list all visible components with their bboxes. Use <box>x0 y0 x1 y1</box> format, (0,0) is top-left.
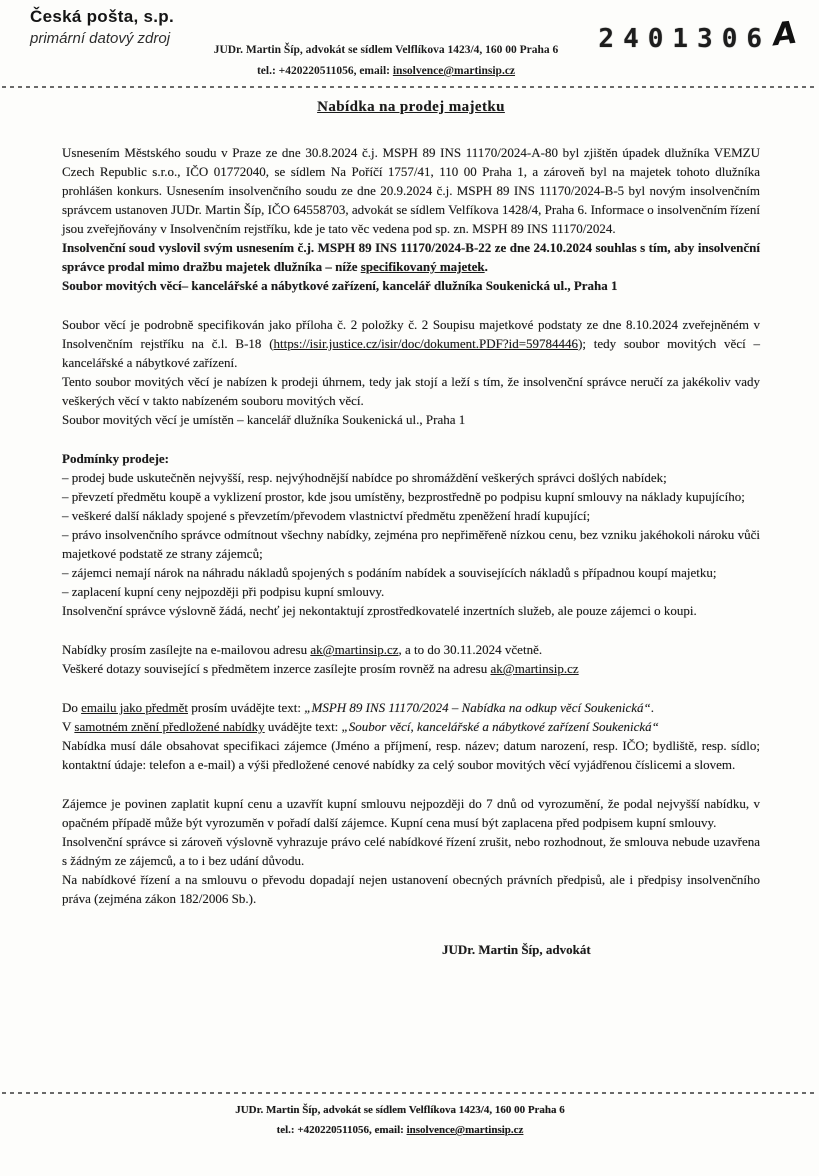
footer-address-line: JUDr. Martin Šíp, advokát se sídlem Velflíkova 1423/4, 160 00 Praha 6 <box>235 1104 565 1116</box>
paragraph-court-approval <box>62 238 760 276</box>
paragraph-applicable-law: Na nabídkové řízení a na smlouvu o převodu dopadají nejen ustanovení obecných právních předpisů, ale i předpisy insolvenčního práva (zejména zákon 182/2006 Sb.). <box>62 872 760 906</box>
condition-item-2: – převzetí předmětu koupě a vyklizení prostor, kde jsou umístěny, bezprostředně po podpisu kupní smlouvy na náklady kupujícího; <box>62 489 745 504</box>
offer-wording-v: V <box>62 719 75 734</box>
condition-item-1: – prodej bude uskutečněn nejvyšší, resp. nejvýhodnější nabídce po shromáždění veškerých správci došlých nabídek; <box>62 470 667 485</box>
contact-address-line: JUDr. Martin Šíp, advokát se sídlem Velflíkova 1423/4, 160 00 Praha 6 <box>213 44 559 56</box>
email-subject-do: Do <box>62 700 82 715</box>
offer-wording-underlined: samotném znění předložené nabídky <box>74 719 265 734</box>
footer-email-link[interactable]: insolvence@martinsip.cz <box>406 1124 524 1136</box>
paragraph-right-to-cancel: Insolvenční správce si zároveň výslovně vyhrazuje právo celé nabídkové řízení zrušit, nebo rozhodnout, že smlouva nebude uzavřena s žádným ze zájemců, a to i bez udání důvodu. <box>62 834 760 868</box>
paragraph-insolvency-ruling: Usnesením Městského soudu v Praze ze dne 30.8.2024 č.j. MSPH 89 INS 11170/2024-A-80 byl zjištěn úpadek dlužníka VEMZU Czech Republic s.r.o., IČO 01772040, se sídlem Na Poříčí 1757/41, 110 00 Praha 1, a zároveň byl na majetek tohoto dlužníka prohlášen konkurs. Usnesením insolvenčního soudu ze dne 20.9.2024 č.j. MSPH 89 INS 11170/2024-B-5 byl novým insolvenčním správcem ustanoven JUDr. Martin Šíp, IČO 64558703, advokát se sídlem Velfíkova 1428/4, Praha 6. Informace o insolvenčním řízení jsou zveřejňovány v Insolvenčním rejstříku, kde je tato věc vedena pod sp. zn. MSPH 89 INS 11170/2024. <box>62 145 760 236</box>
letterhead-contact <box>0 40 772 82</box>
paragraph-payment-deadline: Zájemce je povinen zaplatit kupní cenu a uzavřít kupní smlouvu nejpozději do 7 dnů od vyrozumění, že podal nejvyšší nabídku, v opačném případě může být vyrozuměn v pořadí další zájemce. Kupní cena musí být zaplacena před podpisem kupní smlouvy. <box>62 796 760 830</box>
court-approval-underlined: specifikovaný majetek <box>360 259 485 274</box>
condition-item-5: – zájemci nemají nárok na náhradu nákladů spojených s podáním nabídek a souvisejících nákladů s případnou koupí majetku; <box>62 565 717 580</box>
org-subtitle: primární datový zdroj <box>30 30 171 47</box>
document-body <box>62 98 760 959</box>
paragraph-offer-wording <box>62 717 760 736</box>
email-subject-block <box>62 698 760 736</box>
sale-conditions-block <box>62 449 760 601</box>
isir-document-link[interactable]: https://isir.justice.cz/isir/doc/dokument.PDF?id=59784446 <box>273 336 579 351</box>
court-approval-period: . <box>484 259 488 274</box>
condition-item-6: – zaplacení kupní ceny nejpozději při podpisu kupní smlouvy. <box>62 584 385 599</box>
dashed-separator-bottom <box>2 1092 817 1094</box>
paragraph-asset-specification <box>62 315 760 372</box>
questions-email-link[interactable]: ak@martinsip.cz <box>490 661 579 676</box>
email-subject-mid: prosím uvádějte text: <box>188 700 305 715</box>
asset-spec-prefix: Soubor věcí je podrobně specifikován jako příloha č. 2 položky č. 2 Soupisu majetkové podstaty ze dne 8.10.2024 zveřejněném v Insolvenčním rejstříku na č.l. B-18 ( <box>62 317 760 351</box>
document-title: Nabídka na prodej majetku <box>317 99 505 115</box>
paragraph-offers-email <box>62 640 760 659</box>
footer-phone-email-line <box>0 1120 800 1140</box>
footer-phone-prefix: tel.: +420220511056, email: <box>276 1124 407 1136</box>
questions-email-prefix: Veškeré dotazy související s předmětem inzerce zasílejte prosím rovněž na adresu <box>62 661 491 676</box>
offer-wording-quote: „Soubor věcí, kancelářské a nábytkové zařízení Soukenická“ <box>341 719 659 734</box>
stamp-handwritten-letter: A <box>770 14 800 54</box>
signature: JUDr. Martin Šíp, advokát <box>442 942 591 957</box>
paragraph-no-advertisers: Insolvenční správce výslovně žádá, nechť jej nekontaktují zprostředkovatelé inzertních služeb, ale pouze zájemci o koupi. <box>62 603 697 618</box>
paragraph-email-subject <box>62 698 760 717</box>
header-email-link[interactable]: insolvence@martinsip.cz <box>392 65 516 77</box>
closing-terms-block <box>62 794 760 908</box>
paragraph-questions-email <box>62 659 760 678</box>
footer <box>0 1100 800 1140</box>
offers-email-link[interactable]: ak@martinsip.cz <box>310 642 399 657</box>
conditions-heading: Podmínky prodeje: <box>62 451 170 466</box>
offer-wording-mid: uvádějte text: <box>264 719 342 734</box>
paragraph-asset-location: Soubor movitých věcí je umístěn – kancelář dlužníka Soukenická ul., Praha 1 <box>62 412 466 427</box>
email-subject-underlined: emailu jako předmět <box>81 700 188 715</box>
offers-email-prefix: Nabídky prosím zasílejte na e-mailovou adresu <box>62 642 311 657</box>
condition-item-3: – veškeré další náklady spojené s převzetím/převodem vlastnictví předmětu zpeněžení hradí kupující; <box>62 508 591 523</box>
paragraph-offer-requirements: Nabídka musí dále obsahovat specifikaci zájemce (Jméno a příjmení, resp. název; datum narození, resp. IČO; bydliště, resp. sídlo; kontaktní údaje: telefon a e-mail) a výši předložené cenové nabídky za celý soubor movitých věcí vyjádřenou číslicemi a slovem. <box>62 738 760 772</box>
offer-submission-block <box>62 640 760 678</box>
section-heading-asset-set: Soubor movitých věcí– kancelářské a nábytkové zařízení, kancelář dlužníka Soukenická ul., Praha 1 <box>62 278 618 293</box>
condition-item-4: – právo insolvenčního správce odmítnout všechny nabídky, zejména pro nepřiměřeně nízkou cenu, bez vzniku jakéhokoli nároku vůči majetkové podstatě ze strany zájemců; <box>62 527 760 561</box>
asset-description-block <box>62 315 760 429</box>
court-approval-text: Insolvenční soud vyslovil svým usnesením č.j. MSPH 89 INS 11170/2024-B-22 ze dne 24.10.2024 souhlas s tím, aby insolvenční správce prodal mimo dražbu majetek dlužníka – níže <box>62 240 760 274</box>
offers-email-deadline: , a to do 30.11.2024 včetně. <box>398 642 543 657</box>
email-subject-quote: „MSPH 89 INS 11170/2024 – Nabídka na odkup věcí Soukenická“ <box>304 700 651 715</box>
org-name: Česká pošta, s.p. <box>30 7 174 26</box>
stamp-number: 2401306 <box>598 24 771 54</box>
contact-phone-email-line <box>0 61 772 82</box>
contact-phone-prefix: tel.: +420220511056, email: <box>256 65 393 77</box>
paragraph-sale-as-is: Tento soubor movitých věcí je nabízen k prodeji úhrnem, tedy jak stojí a leží s tím, že insolvenční správce neručí za jakékoliv vady veškerých věcí v takto nabízeném souboru movitých věcí. <box>62 374 760 408</box>
asset-spec-suffix: ); tedy soubor movitých věcí – kancelářské a nábytkové zařízení. <box>62 336 760 370</box>
email-subject-period: . <box>650 700 655 715</box>
dashed-separator-top <box>2 86 817 88</box>
